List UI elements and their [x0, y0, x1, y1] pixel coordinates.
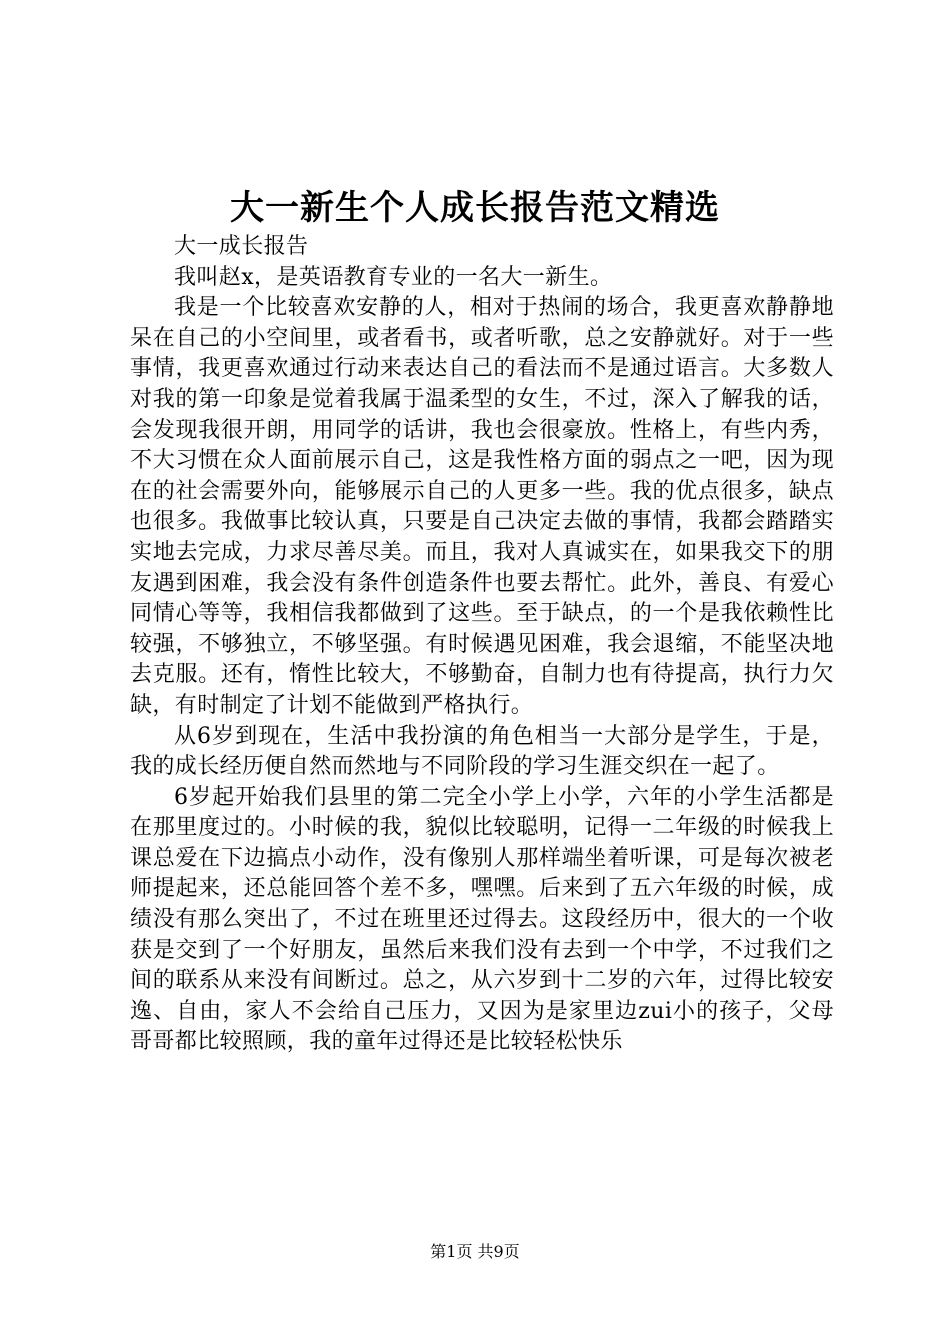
paragraph-primary-school: 6岁起开始我们县里的第二完全小学上小学，六年的小学生活都是在那里度过的。小时候的我，貌似比较聪明，记得一二年级的时候我上课总爱在下边搞点小动作，没有像别人那样端坐着听课，可是每次被老师提起来，还总能回答个差不多，嘿嘿。后来到了五六年级的时候，成绩没有那么突出了，不过在班里还过得去。这段经历中，很大的一个收获是交到了一个好朋友，虽然后来我们没有去到一个中学，不过我们之间的联系从来没有间断过。总之，从六岁到十二岁的六年，过得比较安逸、自由，家人不会给自己压力，又因为是家里边zui小的孩子，父母哥哥都比较照顾，我的童年过得还是比较轻松快乐 — [130, 784, 834, 1055]
paragraph-personality: 我是一个比较喜欢安静的人，相对于热闹的场合，我更喜欢静静地呆在自己的小空间里，或者看书，或者听歌，总之安静就好。对于一些事情，我更喜欢通过行动来表达自己的看法而不是通过语言。大多数人对我的第一印象是觉着我属于温柔型的女生，不过，深入了解我的话，会发现我很开朗，用同学的话讲，我也会很豪放。性格上，有些内秀，不大习惯在众人面前展示自己，这是我性格方面的弱点之一吧，因为现在的社会需要外向，能够展示自己的人更多一些。我的优点很多，缺点也很多。我做事比较认真，只要是自己决定去做的事情，我都会踏踏实实地去完成，力求尽善尽美。而且，我对人真诚实在，如果我交下的朋友遇到困难，我会没有条件创造条件也要去帮忙。此外，善良、有爱心同情心等等，我相信我都做到了这些。至于缺点，的一个是我依赖性比较强，不够独立，不够坚强。有时候遇见困难，我会退缩，不能坚决地去克服。还有，惰性比较大，不够勤奋，自制力也有待提高，执行力欠缺，有时制定了计划不能做到严格执行。 — [130, 295, 834, 718]
paragraph-intro: 我叫赵x，是英语教育专业的一名大一新生。 — [174, 264, 613, 290]
document-title: 大一新生个人成长报告范文精选 — [230, 188, 720, 228]
paragraph-student-life: 从6岁到现在，生活中我扮演的角色相当一大部分是学生，于是，我的成长经历便自然而然地与不同阶段的学习生涯交织在一起了。 — [130, 723, 834, 780]
paragraph-heading: 大一成长报告 — [174, 234, 309, 259]
page-footer: 第1页 共9页 — [430, 1242, 520, 1261]
document-body — [130, 232, 834, 1058]
